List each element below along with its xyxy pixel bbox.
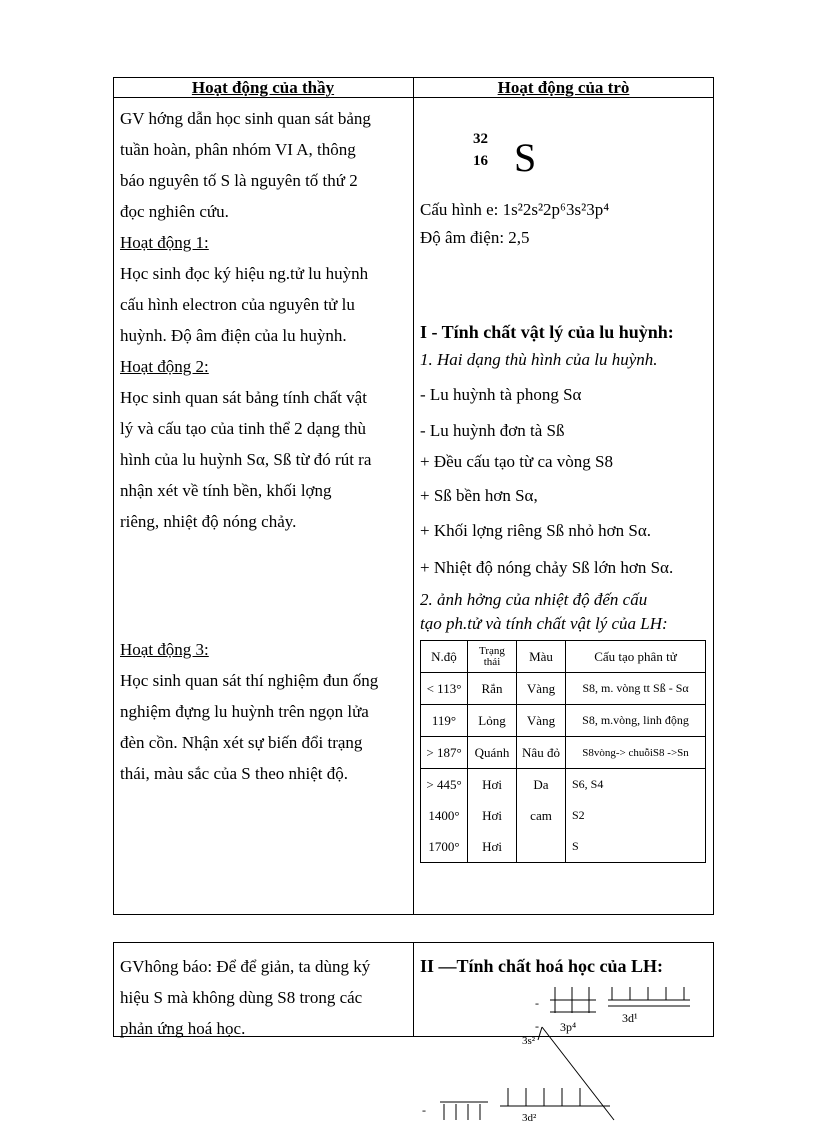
activity-1-line: cấu hình electron của nguyên tử lu — [120, 295, 355, 314]
cell-line: Hơi — [482, 777, 502, 792]
table1-right-border — [713, 77, 714, 915]
cell-line: 1400° — [428, 808, 460, 823]
table-cell: Nâu đỏ — [517, 737, 566, 769]
table-cell — [421, 769, 468, 863]
cell-line: cam — [530, 808, 552, 823]
table-row-merged — [421, 769, 706, 863]
orbital-3s-label: 3s² — [522, 1035, 536, 1047]
student-column-header: Hoạt động của trò — [497, 78, 630, 97]
table-cell: Vàng — [517, 705, 566, 737]
table-cell — [566, 769, 706, 863]
table-cell: S8, m. vòng tt Sß - Sα — [566, 673, 706, 705]
header-cell: Cấu tạo phân tử — [566, 641, 706, 673]
table-cell: 119° — [421, 705, 468, 737]
activity-3-line: nghiệm đựng lu huỳnh trên ngọn lửa — [120, 702, 369, 721]
activity-3-title: Hoạt động 3: — [120, 640, 209, 659]
table-row — [421, 705, 706, 737]
orbital-3d2-label: 3d² — [522, 1112, 537, 1124]
table-cell: > 187° — [421, 737, 468, 769]
activity-2-line: Học sinh quan sát bảng tính chất vật — [120, 388, 367, 407]
table-cell: Quánh — [468, 737, 517, 769]
cell-line: 1700° — [428, 839, 460, 854]
intro-line: báo nguyên tố S là nguyên tố thứ 2 — [120, 171, 358, 190]
table2-left-border — [113, 942, 114, 1037]
cell-line: > 445° — [426, 777, 462, 792]
activity-1-title: Hoạt động 1: — [120, 233, 209, 252]
section-2-title: II —Tính chất hoá học của LH: — [420, 956, 664, 976]
svg-text:-: - — [535, 996, 539, 1010]
cell-line: S — [572, 839, 579, 853]
intro-line: GV hớng dẫn học sinh quan sát bảng — [120, 109, 371, 128]
section-1-title: I - Tính chất vật lý của lu huỳnh: — [420, 322, 674, 342]
table1-left-border — [113, 77, 114, 915]
table1-mid-border — [413, 77, 414, 915]
header-cell: Màu — [517, 641, 566, 673]
subsection-1-title: 1. Hai dạng thù hình của lu huỳnh. — [420, 350, 658, 369]
temperature-properties-table — [420, 640, 706, 863]
table-cell: S8, m.vòng, linh động — [566, 705, 706, 737]
activity-3-line: đèn cồn. Nhận xét sự biến đổi trạng — [120, 733, 363, 752]
allotrope-line: - Lu huỳnh tà phong Sα — [420, 385, 582, 404]
cell-line: Da — [533, 777, 549, 792]
svg-text:-: - — [535, 1019, 539, 1033]
activity-2-title: Hoạt động 2: — [120, 357, 209, 376]
mass-number: 32 — [473, 131, 488, 147]
note-line: phản ứng hoá học. — [120, 1019, 246, 1038]
header-cell: N.độ — [421, 641, 468, 673]
teacher-column-header: Hoạt động của thầy — [191, 78, 335, 97]
property-line: + Khối lợng riêng Sß nhỏ hơn Sα. — [420, 521, 652, 540]
table-cell: S8vòng-> chuỗiS8 ->Sn — [566, 737, 706, 769]
property-line: + Nhiệt độ nóng chảy Sß lớn hơn Sα. — [420, 558, 674, 577]
electronegativity: Độ âm điện: 2,5 — [420, 228, 530, 247]
element-symbol: S — [514, 135, 537, 180]
svg-text:-: - — [422, 1103, 426, 1117]
table-row — [421, 737, 706, 769]
table-cell: Rắn — [468, 673, 517, 705]
property-line: + Sß bền hơn Sα, — [420, 486, 538, 505]
activity-2-line: lý và cấu tạo của tinh thể 2 dạng thù — [120, 419, 366, 438]
activity-1-line: Học sinh đọc ký hiệu ng.tử lu huỳnh — [120, 264, 369, 283]
subsection-2-title: tạo ph.tử và tính chất vật lý của LH: — [420, 614, 668, 633]
intro-line: đọc nghiên cứu. — [120, 202, 229, 221]
electron-config: Cấu hình e: 1s²2s²2p⁶3s²3p⁴ — [420, 200, 610, 219]
note-line: hiệu S mà không dùng S8 trong các — [120, 988, 363, 1007]
atomic-number: 16 — [473, 153, 488, 169]
table-cell — [517, 769, 566, 863]
orbital-diagram — [400, 980, 720, 1123]
table-cell: Lỏng — [468, 705, 517, 737]
table-header-row — [421, 641, 706, 673]
table-cell — [468, 769, 517, 863]
table-cell: < 113° — [421, 673, 468, 705]
activity-3-line: thái, màu sắc của S theo nhiệt độ. — [120, 764, 349, 783]
intro-line: tuần hoàn, phân nhóm VI A, thông — [120, 140, 356, 159]
activity-3-line: Học sinh quan sát thí nghiệm đun ống — [120, 671, 379, 690]
activity-2-line: riêng, nhiệt độ nóng chảy. — [120, 512, 297, 531]
cell-line: S2 — [572, 808, 585, 822]
activity-2-line: nhận xét về tính bền, khối lợng — [120, 481, 332, 500]
table-cell: Vàng — [517, 673, 566, 705]
header-cell: Trạng thái — [468, 641, 517, 673]
cell-line: Hơi — [482, 808, 502, 823]
cell-line: Hơi — [482, 839, 502, 854]
orbital-3d-label: 3d¹ — [622, 1011, 638, 1025]
table-row — [421, 673, 706, 705]
subsection-2-title: 2. ảnh hởng của nhiệt độ đến cấu — [420, 590, 648, 609]
cell-line: S6, S4 — [572, 777, 604, 791]
allotrope-line: - Lu huỳnh đơn tà Sß — [420, 421, 565, 440]
activity-2-line: hình của lu huỳnh Sα, Sß từ đó rút ra — [120, 450, 372, 469]
activity-1-line: huỳnh. Độ âm điện của lu huỳnh. — [120, 326, 347, 345]
orbital-3p-label: 3p⁴ — [560, 1020, 577, 1034]
property-line: + Đều cấu tạo từ ca vòng S8 — [420, 452, 614, 471]
note-line: GVhông báo: Để để giản, ta dùng ký — [120, 957, 371, 976]
